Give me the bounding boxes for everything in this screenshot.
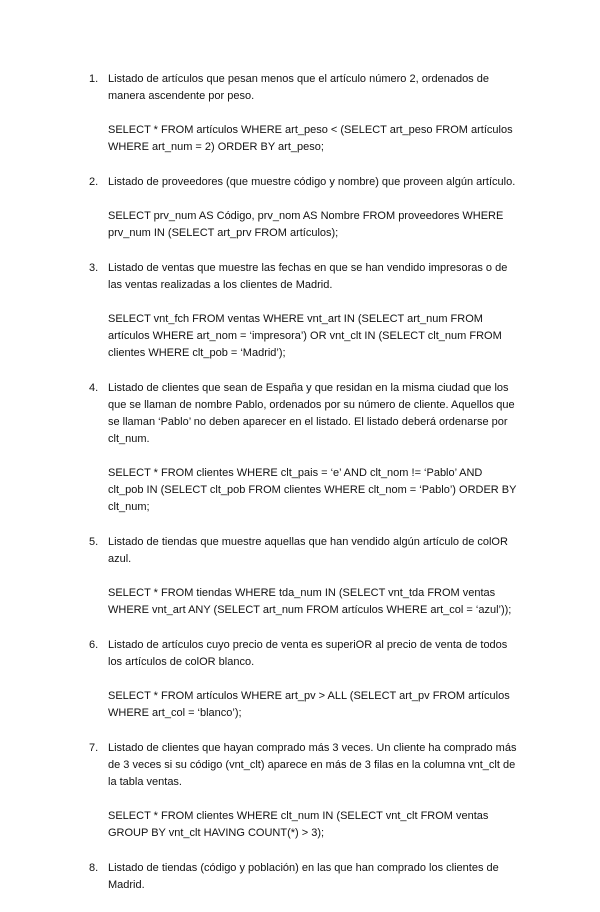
item-description: Listado de artículos cuyo precio de venta es superiOR al precio de venta de todos los artículos de colOR blanco.	[108, 639, 508, 668]
sql-query: SELECT * FROM artículos WHERE art_pv > ALL (SELECT art_pv FROM artículos WHERE art_col = ‘blanco’);	[108, 690, 510, 719]
item-description: Listado de clientes que sean de España y que residan en la misma ciudad que los que se llaman de nombre Pablo, ordenados por su número de cliente. Aquellos que se llaman ‘Pablo’ no deben aparecer en el listado. El listado deberá ordenarse por clt_num.	[108, 382, 515, 445]
list-item-8	[0, 860, 600, 894]
sql-query: SELECT * FROM clientes WHERE clt_num IN (SELECT vnt_clt FROM ventas GROUP BY vnt_clt HAVING COUNT(*) > 3);	[108, 810, 489, 839]
list-item-6	[0, 637, 600, 722]
sql-query: SELECT * FROM tiendas WHERE tda_num IN (SELECT vnt_tda FROM ventas WHERE vnt_art ANY (SELECT art_num FROM artículos WHERE art_col = ‘azul’));	[108, 587, 512, 616]
item-number: 2.	[89, 176, 99, 188]
list-item-2	[0, 174, 600, 242]
list-item-7	[0, 740, 600, 842]
item-number: 8.	[89, 862, 99, 874]
sql-query: SELECT * FROM clientes WHERE clt_pais = ‘e’ AND clt_nom != ‘Pablo’ AND clt_pob IN (SELECT clt_pob FROM clientes WHERE clt_nom = ‘Pablo’) ORDER BY clt_num;	[108, 467, 517, 513]
list-item-1	[0, 71, 600, 156]
sql-query: SELECT vnt_fch FROM ventas WHERE vnt_art IN (SELECT art_num FROM artículos WHERE art_nom = ‘impresora’) OR vnt_clt IN (SELECT clt_num FROM clientes WHERE clt_pob = ‘Madrid’);	[108, 313, 502, 359]
item-description: Listado de tiendas (código y población) en las que han comprado los clientes de Madrid.	[108, 862, 499, 891]
item-description: Listado de ventas que muestre las fechas en que se han vendido impresoras o de las ventas realizadas a los clientes de Madrid.	[108, 262, 508, 291]
item-number: 7.	[89, 742, 99, 754]
item-number: 3.	[89, 262, 99, 274]
item-description: Listado de tiendas que muestre aquellas que han vendido algún artículo de colOR azul.	[108, 536, 508, 565]
item-number: 1.	[89, 73, 99, 85]
sql-query: SELECT prv_num AS Código, prv_nom AS Nombre FROM proveedores WHERE prv_num IN (SELECT art_prv FROM artículos);	[108, 210, 504, 239]
item-number: 6.	[89, 639, 99, 651]
sql-query: SELECT * FROM artículos WHERE art_peso < (SELECT art_peso FROM artículos WHERE art_num = 2) ORDER BY art_peso;	[108, 124, 513, 153]
list-item-5	[0, 534, 600, 619]
item-description: Listado de proveedores (que muestre código y nombre) que proveen algún artículo.	[108, 176, 516, 188]
item-number: 5.	[89, 536, 99, 548]
list-item-4	[0, 380, 600, 516]
item-description: Listado de clientes que hayan comprado más 3 veces. Un cliente ha comprado más de 3 veces si su código (vnt_clt) aparece en más de 3 filas en la columna vnt_clt de la tabla ventas.	[108, 742, 517, 788]
exercise-list	[0, 71, 600, 912]
list-item-3	[0, 260, 600, 362]
item-description: Listado de artículos que pesan menos que el artículo número 2, ordenados de manera ascendente por peso.	[108, 73, 489, 102]
item-number: 4.	[89, 382, 99, 394]
